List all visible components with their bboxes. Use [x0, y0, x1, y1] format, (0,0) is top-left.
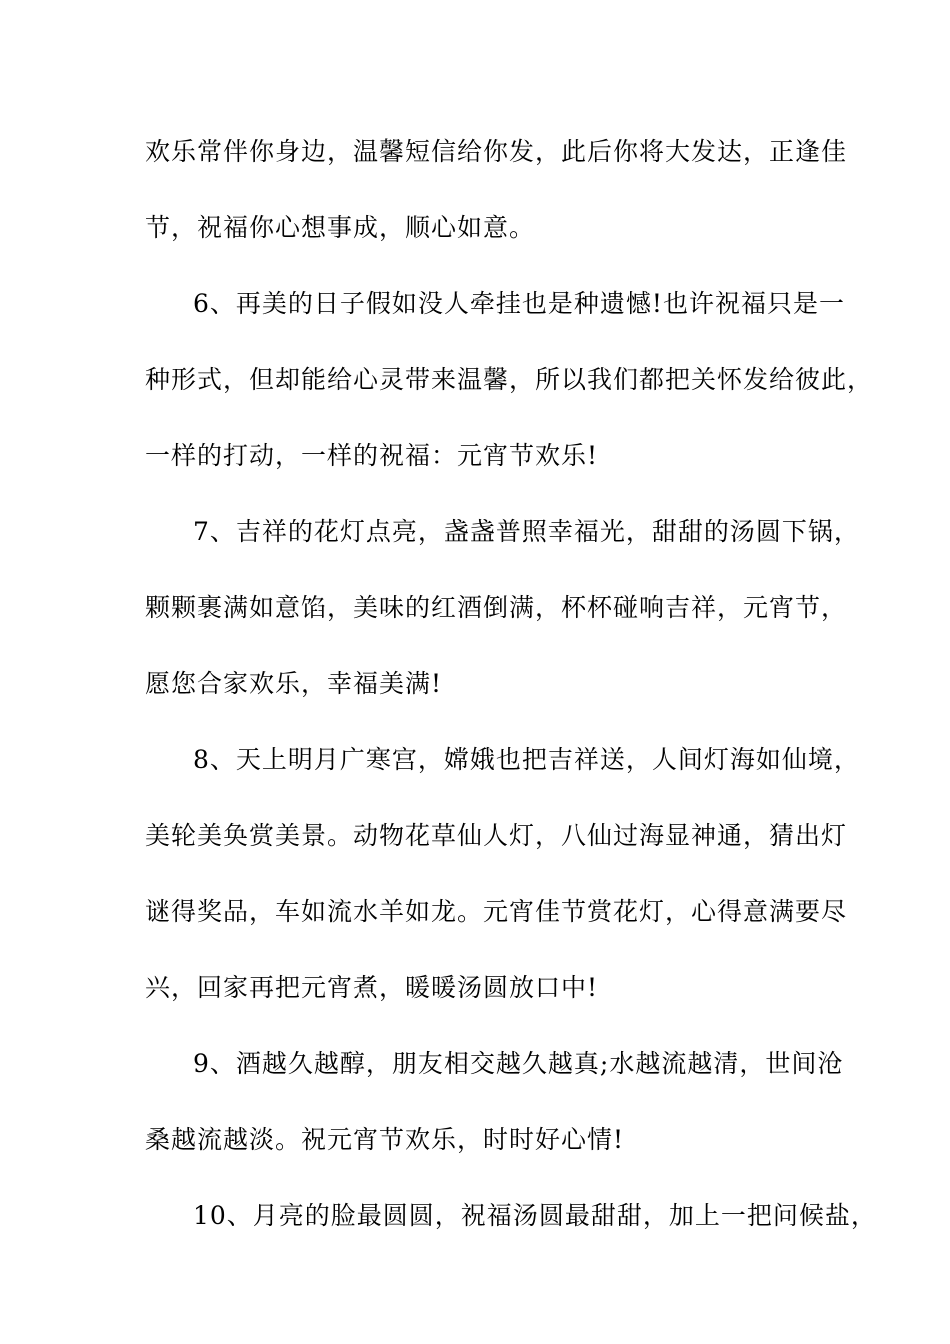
paragraph-line: 桑越流越淡。祝元宵节欢乐，时时好心情!	[145, 1125, 625, 1154]
paragraph-line-8-start: 8、天上明月广寒宫，嫦娥也把吉祥送，人间灯海如仙境，	[193, 745, 860, 774]
paragraph-line: 节，祝福你心想事成，顺心如意。	[145, 213, 536, 242]
paragraph-line: 种形式，但却能给心灵带来温馨，所以我们都把关怀发给彼此，	[145, 365, 874, 394]
paragraph-line: 谜得奖品，车如流水羊如龙。元宵佳节赏花灯，心得意满要尽	[145, 897, 848, 926]
paragraph-line: 欢乐常伴你身边，温馨短信给你发，此后你将大发达，正逢佳	[145, 137, 848, 166]
paragraph-line-10-start: 10、月亮的脸最圆圆，祝福汤圆最甜甜，加上一把问候盐，	[193, 1201, 877, 1230]
paragraph-line: 愿您合家欢乐，幸福美满!	[145, 669, 443, 698]
paragraph-line: 一样的打动，一样的祝福：元宵节欢乐!	[145, 441, 599, 470]
paragraph-line: 颗颗裹满如意馅，美味的红酒倒满，杯杯碰响吉祥，元宵节，	[145, 593, 848, 622]
paragraph-line: 兴，回家再把元宵煮，暖暖汤圆放口中!	[145, 973, 599, 1002]
paragraph-line: 美轮美奂赏美景。动物花草仙人灯，八仙过海显神通，猜出灯	[145, 821, 848, 850]
paragraph-line-7-start: 7、吉祥的花灯点亮，盏盏普照幸福光，甜甜的汤圆下锅，	[193, 517, 860, 546]
paragraph-line-9-start: 9、酒越久越醇，朋友相交越久越真;水越流越清，世间沧	[193, 1049, 844, 1078]
paragraph-line-6-start: 6、再美的日子假如没人牵挂也是种遗憾!也许祝福只是一	[193, 289, 845, 318]
